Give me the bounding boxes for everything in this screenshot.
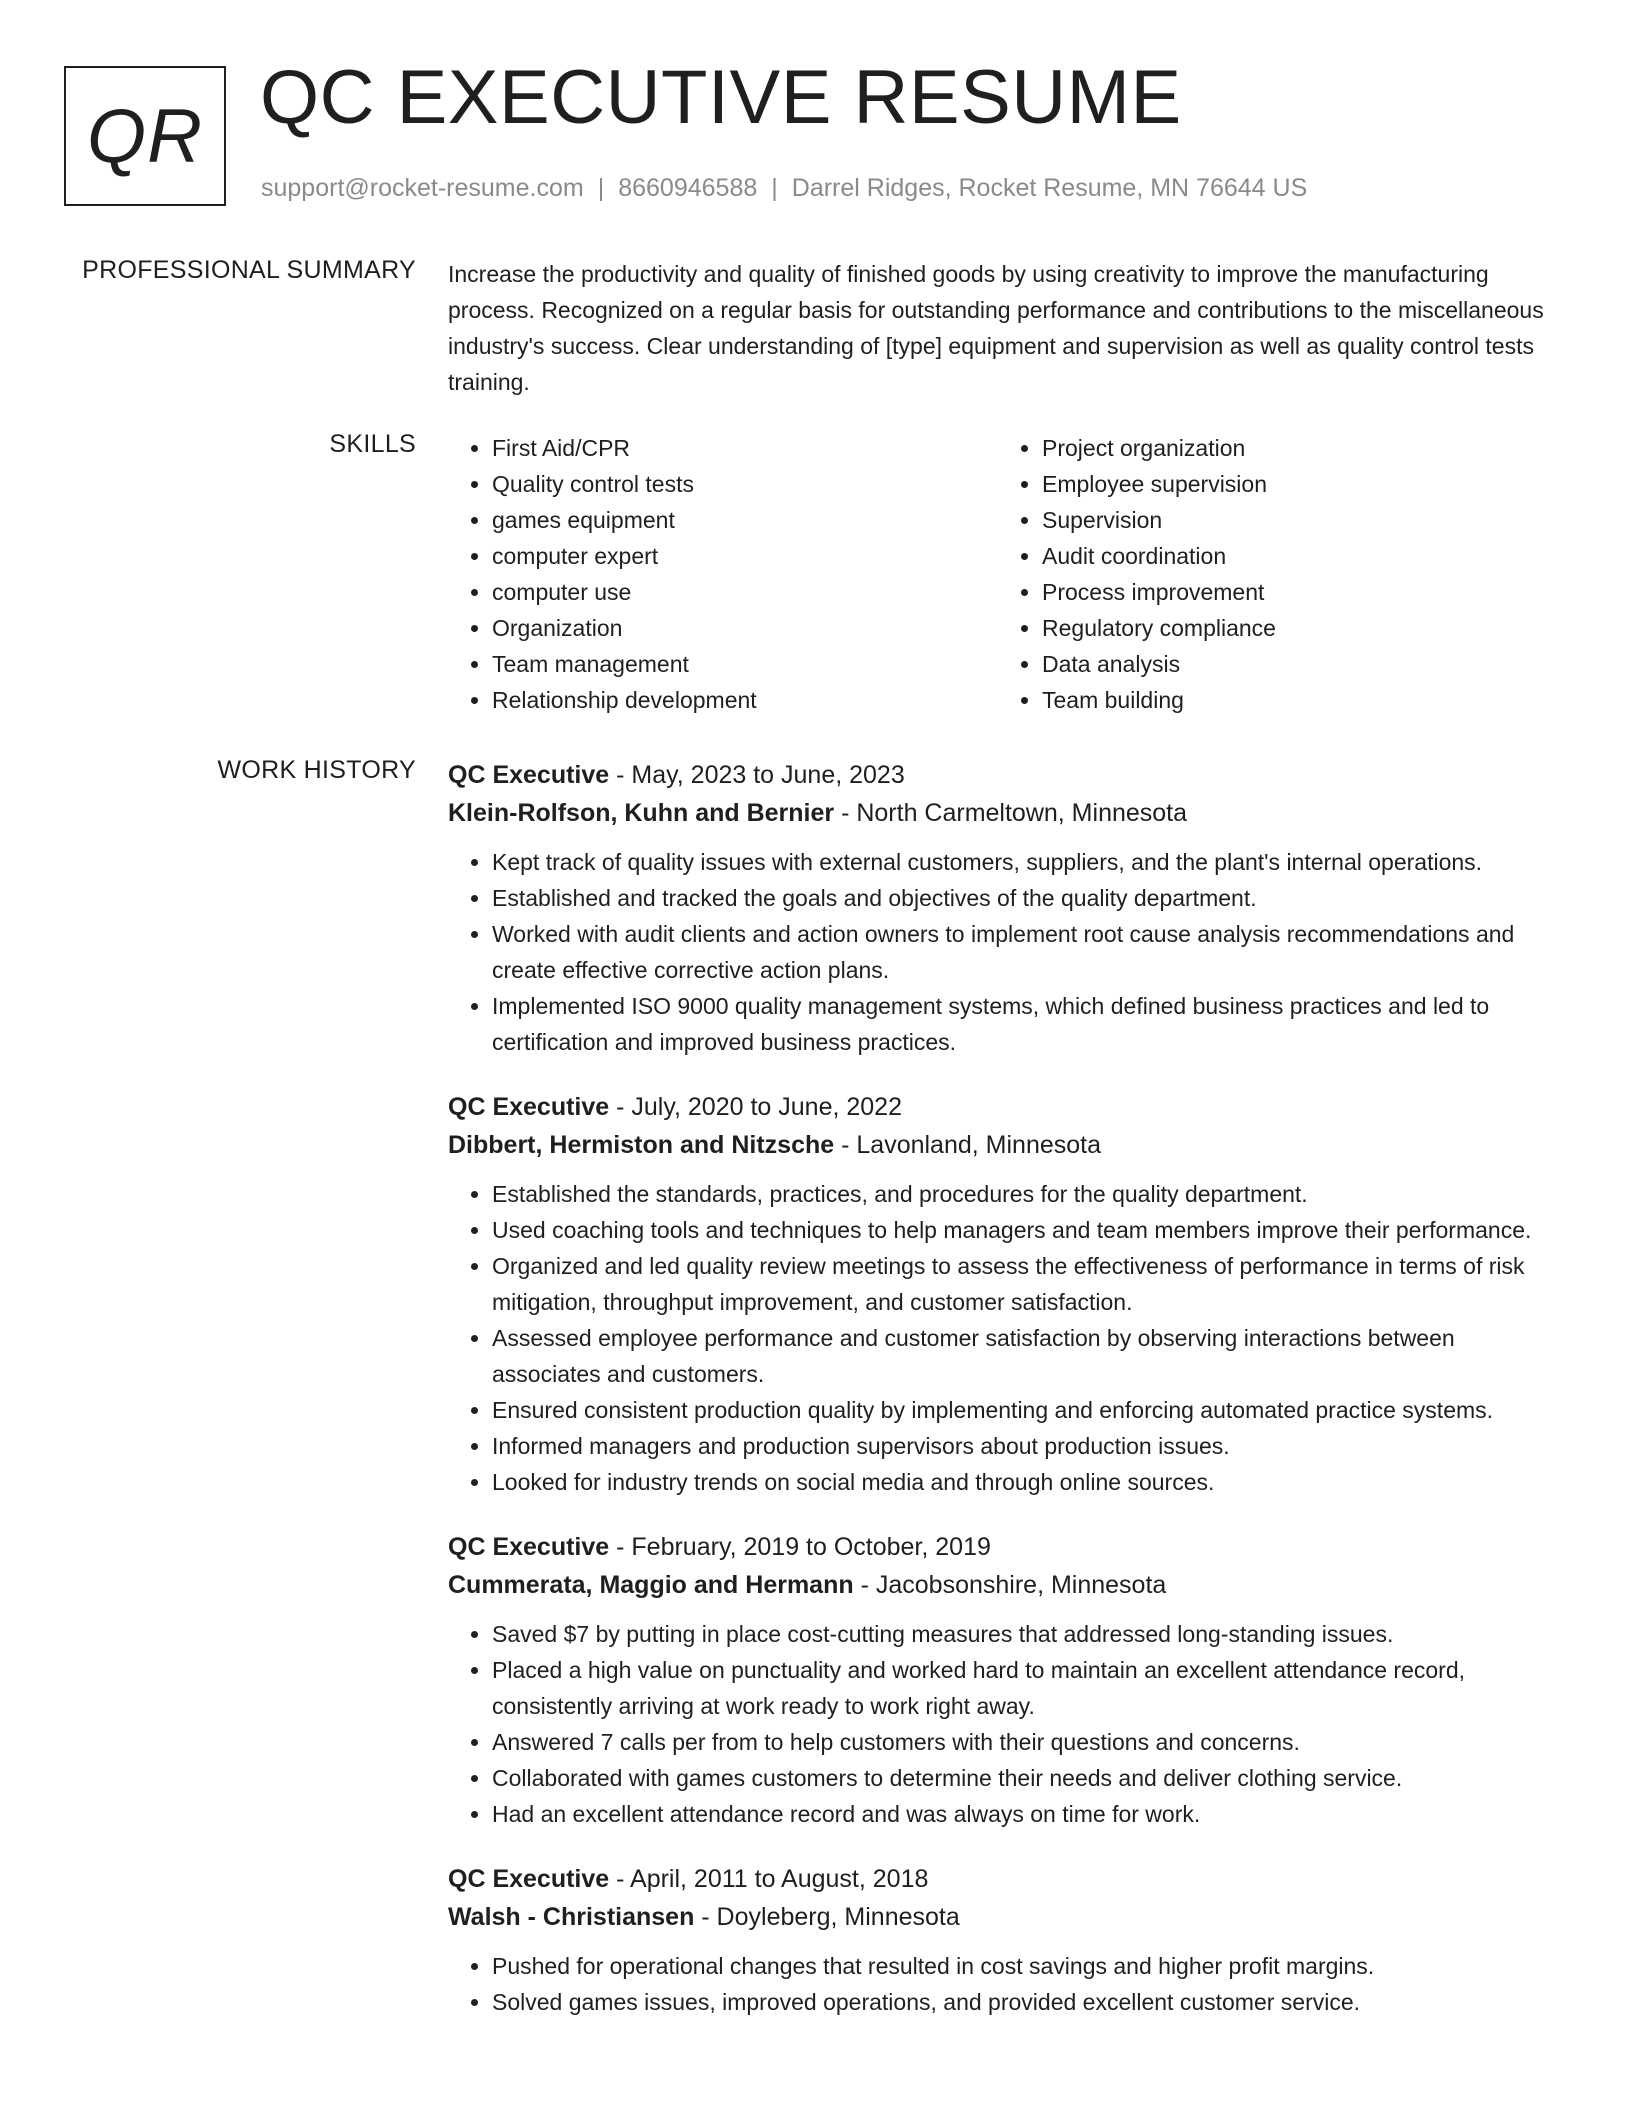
job-bullet: • Established and tracked the goals and objectives of the quality department.: [492, 880, 1568, 916]
skill-item: • Team building: [1042, 682, 1548, 718]
job-bullet: • Organized and led quality review meetings to assess the effectiveness of performance in terms of risk mitigation, throughput improvement, and customer satisfaction.: [492, 1248, 1568, 1320]
contact-separator: |: [771, 174, 778, 202]
skill-item: • Relationship development: [492, 682, 998, 718]
job-location: - Jacobsonshire, Minnesota: [853, 1571, 1167, 1599]
job-bullet: • Answered 7 calls per from to help customers with their questions and concerns.: [492, 1724, 1568, 1760]
monogram-logo: QR: [64, 66, 226, 206]
work-body: [448, 756, 1568, 2048]
job-bullet: • Used coaching tools and techniques to help managers and team members improve their performance.: [492, 1212, 1568, 1248]
job-bullet: • Informed managers and production supervisors about production issues.: [492, 1428, 1568, 1464]
job-dates: - July, 2020 to June, 2022: [609, 1093, 902, 1121]
job-bullet: • Kept track of quality issues with external customers, suppliers, and the plant's internal operations.: [492, 844, 1568, 880]
job-bullet: • Pushed for operational changes that resulted in cost savings and higher profit margins.: [492, 1948, 1568, 1984]
job-entry: [448, 1528, 1568, 1832]
job-bullet-list: [448, 844, 1568, 1060]
job-bullet: • Saved $7 by putting in place cost-cutting measures that addressed long-standing issues.: [492, 1616, 1568, 1652]
contact-email: support@rocket-resume.com: [261, 174, 584, 202]
job-entry: [448, 1860, 1568, 2020]
skill-item: • Process improvement: [1042, 574, 1548, 610]
job-bullet: • Worked with audit clients and action owners to implement root cause analysis recommendations and create effective corrective action plans.: [492, 916, 1568, 988]
job-title: QC Executive: [448, 1093, 610, 1121]
job-company: Cummerata, Maggio and Hermann: [448, 1571, 854, 1599]
job-company-line: [448, 1566, 1568, 1604]
job-bullet: • Implemented ISO 9000 quality management systems, which defined business practices and led to certification and improved business practices.: [492, 988, 1568, 1060]
job-bullet: • Established the standards, practices, and procedures for the quality department.: [492, 1176, 1568, 1212]
job-bullet-list: [448, 1948, 1568, 2020]
skill-item: • Team management: [492, 646, 998, 682]
job-company-line: [448, 1126, 1568, 1164]
summary-label: PROFESSIONAL SUMMARY: [82, 256, 416, 284]
skill-item: • Data analysis: [1042, 646, 1548, 682]
skill-item: • Audit coordination: [1042, 538, 1548, 574]
job-dates: - May, 2023 to June, 2023: [609, 761, 905, 789]
job-title: QC Executive: [448, 761, 610, 789]
contact-line: [261, 174, 1307, 203]
job-bullet-list: [448, 1616, 1568, 1832]
job-title-line: [448, 1088, 1568, 1126]
job-location: - North Carmeltown, Minnesota: [834, 799, 1188, 827]
job-bullet: • Looked for industry trends on social media and through online sources.: [492, 1464, 1568, 1500]
skills-body: [448, 430, 1568, 718]
job-entry: [448, 1088, 1568, 1500]
skill-item: • Supervision: [1042, 502, 1548, 538]
job-company-line: [448, 794, 1568, 832]
skill-item: • First Aid/CPR: [492, 430, 998, 466]
job-title: QC Executive: [448, 1865, 610, 1893]
job-company-line: [448, 1898, 1568, 1936]
skill-item: • Organization: [492, 610, 998, 646]
job-title-line: [448, 1528, 1568, 1566]
skills-label: SKILLS: [329, 430, 416, 458]
skill-item: • Employee supervision: [1042, 466, 1548, 502]
skill-item: • Regulatory compliance: [1042, 610, 1548, 646]
skills-list-right: [998, 430, 1548, 718]
contact-phone: 8660946588: [618, 174, 758, 202]
skill-item: • Quality control tests: [492, 466, 998, 502]
work-label: WORK HISTORY: [217, 756, 416, 784]
job-title-line: [448, 1860, 1568, 1898]
job-location: - Doyleberg, Minnesota: [694, 1903, 960, 1931]
skills-list-left: [448, 430, 998, 718]
skill-item: • computer expert: [492, 538, 998, 574]
summary-text: Increase the productivity and quality of finished goods by using creativity to improve the manufacturing process. Recognized on a regular basis for outstanding performance and contributions to the miscellaneous industry's success. Clear understanding of [type] equipment and supervision as well as quality control tests training.: [448, 261, 1544, 395]
skill-item: • games equipment: [492, 502, 998, 538]
skill-item: • computer use: [492, 574, 998, 610]
job-bullet: • Placed a high value on punctuality and worked hard to maintain an excellent attendance record, consistently arriving at work ready to work right away.: [492, 1652, 1568, 1724]
job-title: QC Executive: [448, 1533, 610, 1561]
job-company: Klein-Rolfson, Kuhn and Bernier: [448, 799, 835, 827]
job-dates: - February, 2019 to October, 2019: [609, 1533, 991, 1561]
job-bullet: • Ensured consistent production quality by implementing and enforcing automated practice systems.: [492, 1392, 1568, 1428]
job-bullet: • Collaborated with games customers to determine their needs and deliver clothing service.: [492, 1760, 1568, 1796]
resume-title: QC EXECUTIVE RESUME: [260, 55, 1182, 140]
contact-address: Darrel Ridges, Rocket Resume, MN 76644 US: [791, 174, 1308, 202]
job-entry: [448, 756, 1568, 1060]
job-bullet: • Assessed employee performance and customer satisfaction by observing interactions between associates and customers.: [492, 1320, 1568, 1392]
job-bullet-list: [448, 1176, 1568, 1500]
job-bullet: • Solved games issues, improved operations, and provided excellent customer service.: [492, 1984, 1568, 2020]
job-dates: - April, 2011 to August, 2018: [609, 1865, 929, 1893]
job-company: Walsh - Christiansen: [448, 1903, 695, 1931]
job-title-line: [448, 756, 1568, 794]
contact-separator: |: [597, 174, 605, 202]
job-location: - Lavonland, Minnesota: [834, 1131, 1102, 1159]
skill-item: • Project organization: [1042, 430, 1548, 466]
job-bullet: • Had an excellent attendance record and was always on time for work.: [492, 1796, 1568, 1832]
job-company: Dibbert, Hermiston and Nitzsche: [448, 1131, 835, 1159]
